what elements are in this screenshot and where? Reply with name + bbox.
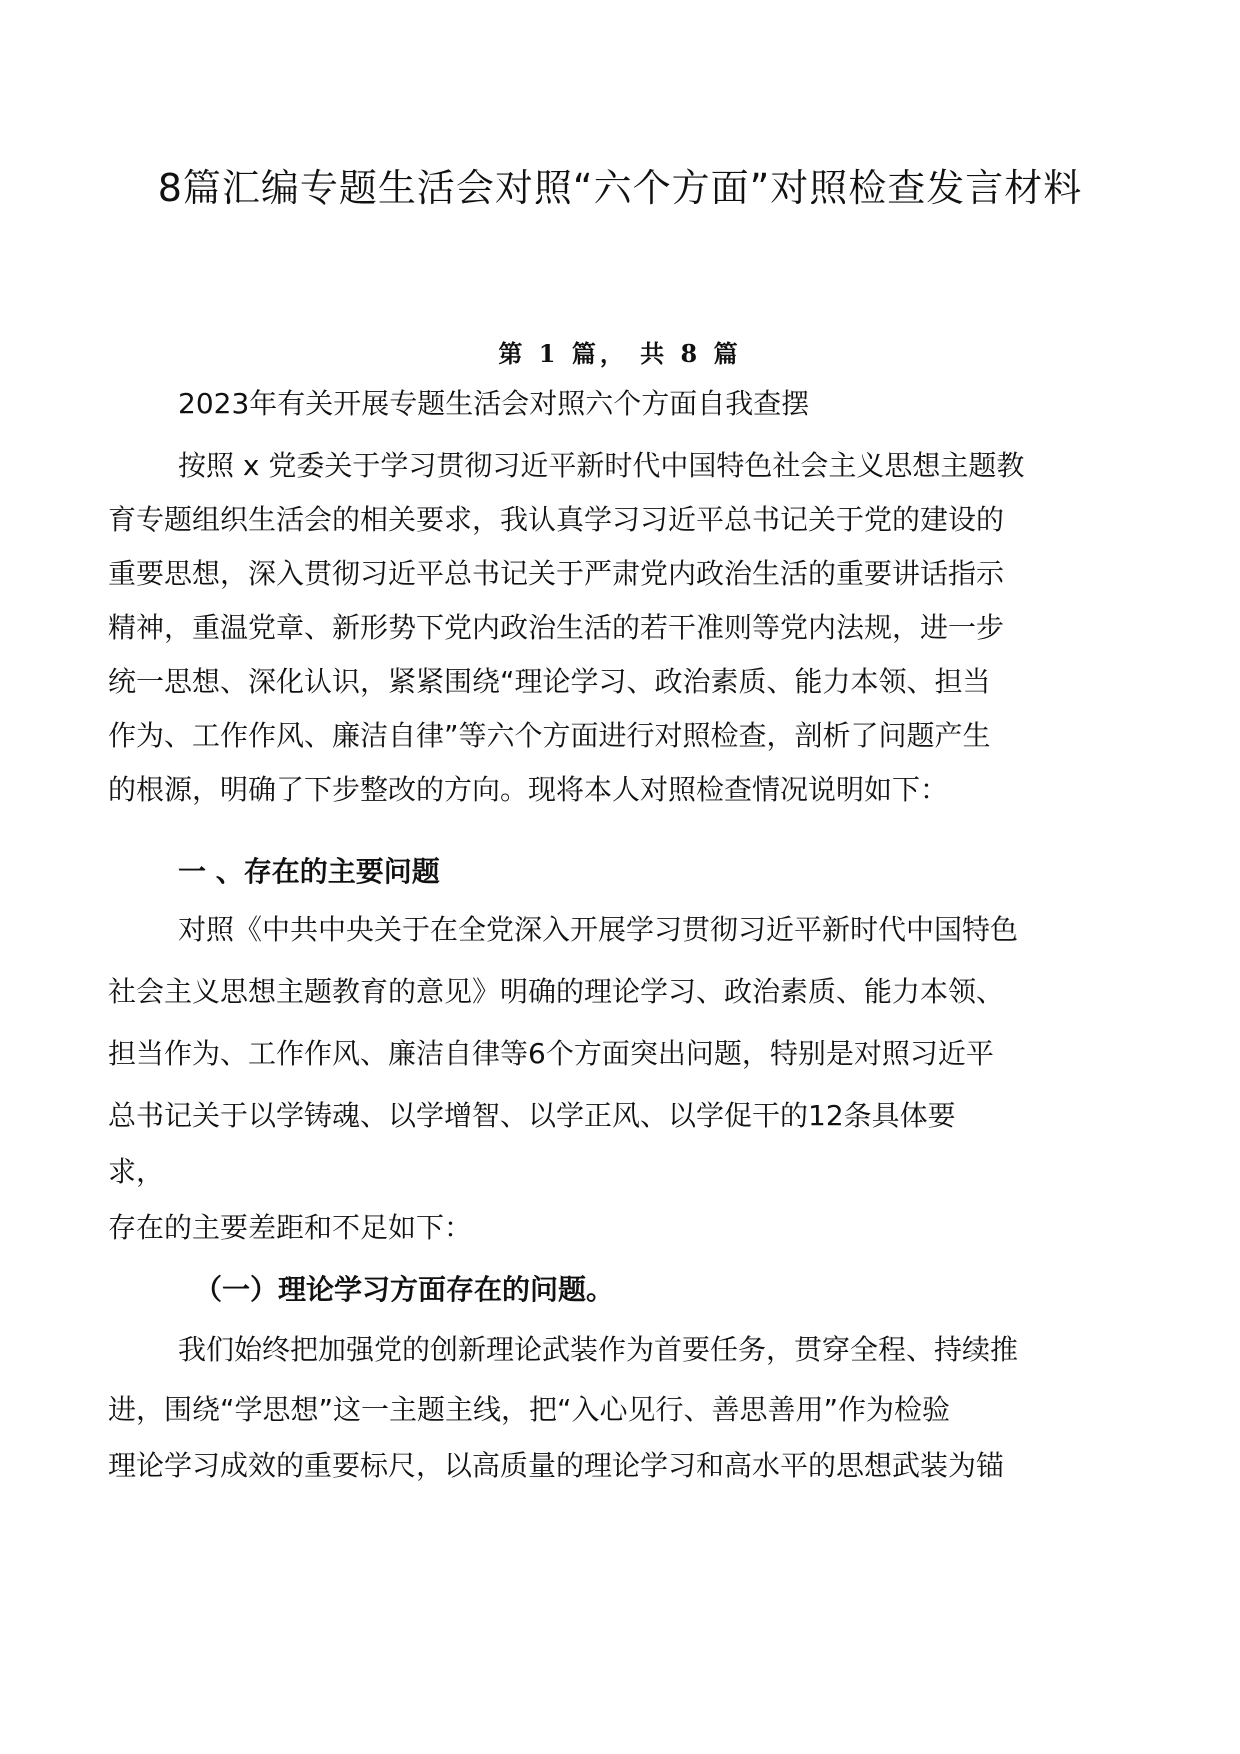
intro-line: 精神，重温党章、新形势下党内政治生活的若干准则等党内法规，进一步 (108, 611, 1005, 644)
section-line: 担当作为、工作作风、廉洁自律等6个方面突出问题，特别是对照习近平 (108, 1037, 994, 1070)
intro-line: 育专题组织生活会的相关要求，我认真学习习近平总书记关于党的建设的 (108, 503, 1005, 536)
intro-line: 作为、工作作风、廉洁自律”等六个方面进行对照检查，剖析了问题产生 (108, 719, 991, 752)
subsection-heading: （一）理论学习方面存在的问题。 (194, 1273, 615, 1306)
intro-line: 重要思想，深入贯彻习近平总书记关于严肃党内政治生活的重要讲话指示 (108, 557, 1005, 590)
subsection-line: 我们始终把加强党的创新理论武装作为首要任务，贯穿全程、持续推 (178, 1333, 1019, 1366)
subsection-line: 理论学习成效的重要标尺，以高质量的理论学习和高水平的思想武装为锚 (108, 1449, 1005, 1482)
document-title: 8篇汇编专题生活会对照“六个方面”对照检查发言材料 (157, 166, 1083, 210)
section-line: 社会主义思想主题教育的意见》明确的理论学习、政治素质、能力本领、 (108, 975, 1005, 1008)
section-line: 求， (108, 1155, 165, 1188)
intro-line: 按照 x 党委关于学习贯彻习近平新时代中国特色社会主义思想主题教 (178, 449, 1025, 482)
part-label: 第 1 篇， 共 8 篇 (498, 339, 742, 368)
intro-line: 的根源，明确了下步整改的方向。现将本人对照检查情况说明如下： (108, 773, 949, 806)
section-line: 总书记关于以学铸魂、以学增智、以学正风、以学促干的12条具体要 (108, 1099, 956, 1132)
subsection-line: 进，围绕“学思想”这一主题主线，把“入心见行、善思善用”作为检验 (108, 1393, 951, 1426)
section-line: 存在的主要差距和不足如下： (108, 1211, 473, 1244)
intro-line: 统一思想、深化认识，紧紧围绕“理论学习、政治素质、能力本领、担当 (108, 665, 991, 698)
section-heading: 一 、存在的主要问题 (178, 855, 440, 888)
subtitle: 2023年有关开展专题生活会对照六个方面自我查摆 (178, 387, 810, 420)
section-line: 对照《中共中央关于在全党深入开展学习贯彻习近平新时代中国特色 (178, 913, 1019, 946)
